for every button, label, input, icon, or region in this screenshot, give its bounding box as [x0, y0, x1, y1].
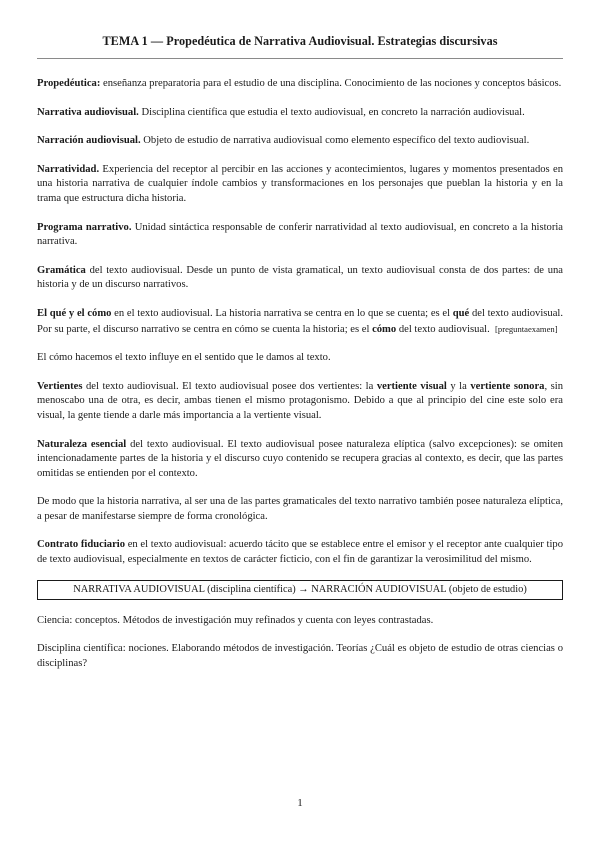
term-narracion: Narración audiovisual.: [37, 135, 141, 147]
definition-narrativa: Disciplina científica que estudia el texto audiovisual, en concreto la narración audiovisual.: [138, 106, 525, 118]
paragraph-como-hacemos: [37, 351, 563, 366]
term-vertiente-visual: vertiente visual: [376, 380, 447, 392]
exam-note: [preguntaexamen]: [495, 323, 558, 334]
term-contrato: Contrato fiduciario: [37, 539, 126, 551]
definition-contrato: en el texto audiovisual: acuerdo tácito que se establece entre el emisor y el receptor ante cualquier tipo de texto audiovisual, especialmente en textos de carácter ficticio, con el fin de garantizar la verosimilitud del mismo.: [37, 539, 563, 566]
text-segment: , sin menoscabo una de otra, es decir, ambas tienen el mismo protagonismo. Debido a que al principio del cine este solo era visual, la gente tiende a darle más importancia a la vertiente visual.: [37, 380, 563, 421]
term-vertientes: Vertientes: [37, 380, 83, 392]
term-que: qué: [452, 307, 470, 319]
term-vertiente-sonora: vertiente sonora: [470, 380, 545, 392]
paragraph-propedeutica: [37, 77, 563, 92]
term-programa: Programa narrativo.: [37, 221, 132, 233]
definition-gramatica: del texto audiovisual. Desde un punto de vista gramatical, un texto audiovisual consta de dos partes: de una historia y de un discurso narrativos.: [37, 264, 563, 291]
definition-narratividad: Experiencia del receptor al percibir en las acciones y acontecimientos, lugares y momentos presentados en una historia narrativa de cualquier índole cambios y transformaciones en los personajes que pueblan la historia y en la trama que estructura dicha historia.: [37, 163, 563, 204]
paragraph-narrativa: [37, 106, 563, 121]
paragraph-narracion: [37, 134, 563, 149]
definition-programa: Unidad sintáctica responsable de conferir narratividad al texto audiovisual, en concreto a la historia narrativa.: [37, 221, 563, 248]
paragraph-ciencia: Ciencia: conceptos. Métodos de investigación muy refinados y cuenta con leyes contrastadas.: [37, 614, 434, 626]
paragraph-programa: [37, 221, 563, 250]
paragraph-que-como: [37, 307, 563, 337]
term-naturaleza: Naturaleza esencial: [37, 438, 127, 450]
paragraph-disciplina: Disciplina científica: nociones. Elaborando métodos de investigación. Teorías ¿Cuál es objeto de estudio de otras ciencias o disciplinas?: [37, 643, 563, 669]
definition-propedeutica: enseñanza preparatoria para el estudio de una disciplina. Conocimiento de las nociones y conceptos básicos.: [100, 78, 562, 89]
text-segment: El cómo hacemos el texto influye en el sentido que le damos al texto.: [37, 352, 331, 364]
term-gramatica: Gramática: [37, 264, 86, 276]
term-como: cómo: [372, 323, 397, 335]
paragraph-gramatica: [37, 264, 563, 293]
term-propedeutica: Propedéutica:: [37, 78, 101, 89]
definition-narracion: Objeto de estudio de narrativa audiovisual como elemento específico del texto audiovisual.: [140, 135, 530, 147]
document-page: [37, 34, 563, 671]
title-divider: [37, 58, 563, 59]
text-segment: del texto audiovisual. El texto audiovisual posee dos vertientes: la: [82, 380, 377, 392]
page-title: TEMA 1 — Propedéutica de Narrativa Audiovisual. Estrategias discursivas: [102, 34, 498, 48]
paragraph-contrato: [37, 538, 563, 567]
term-que-como: El qué y el cómo: [37, 307, 112, 319]
definition-naturaleza: del texto audiovisual. El texto audiovisual posee naturaleza elíptica (salvo excepciones): se omiten intencionadamente partes de la historia y el discurso cuyo contenido se recupera gracias al contexto, es decir, que las partes omitidas se entienden por el contexto.: [37, 438, 563, 479]
paragraph-narratividad: [37, 163, 563, 207]
text-segment: y la: [446, 380, 471, 392]
paragraph-modo: [37, 495, 563, 524]
text-segment: del texto audiovisual.: [396, 323, 490, 335]
paragraph-naturaleza: [37, 438, 563, 482]
paragraph-vertientes: [37, 380, 563, 424]
summary-box: NARRATIVA AUDIOVISUAL (disciplina científica) → NARRACIÓN AUDIOVISUAL (objeto de estudio): [37, 580, 563, 600]
text-segment: del texto audiovisual. Por su parte, el discurso narrativo se centra en cómo se cuenta la historia; es el: [37, 307, 564, 335]
text-segment: en el texto audiovisual. La historia narrativa se centra en lo que se cuenta; es el: [111, 307, 453, 319]
term-narrativa: Narrativa audiovisual.: [37, 106, 139, 118]
page-number: 1: [297, 797, 303, 809]
text-segment: De modo que la historia narrativa, al ser una de las partes gramaticales del texto narrativo también posee naturaleza elíptica, a pesar de manifestarse siempre de forma cronológica.: [37, 496, 563, 522]
term-narratividad: Narratividad.: [37, 163, 100, 175]
